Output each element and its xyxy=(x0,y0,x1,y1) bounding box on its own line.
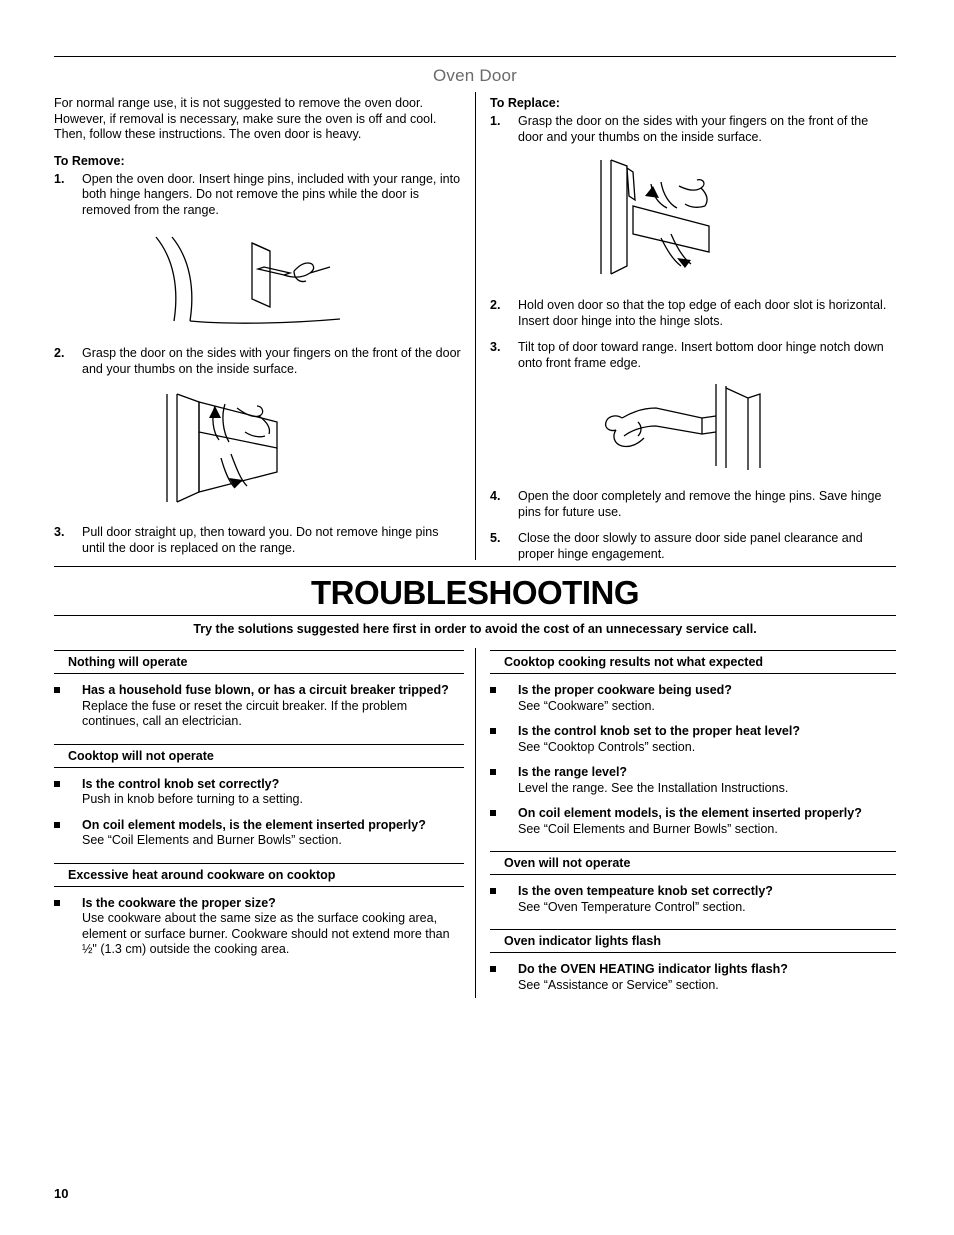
to-remove-steps-2 xyxy=(54,346,464,377)
ts-group-items xyxy=(54,777,464,849)
to-remove-steps xyxy=(54,172,464,219)
square-bullet-icon xyxy=(54,822,60,828)
figure-hinge-notch xyxy=(490,382,896,477)
square-bullet-icon xyxy=(490,888,496,894)
square-bullet-icon xyxy=(490,687,496,693)
ts-group-items xyxy=(490,884,896,915)
ts-group-heading: Nothing will operate xyxy=(54,650,464,674)
section-title: Oven Door xyxy=(432,66,517,85)
to-replace-steps-1 xyxy=(490,114,896,145)
ts-answer: Level the range. See the Installation Instructions. xyxy=(518,780,789,795)
to-replace-heading: To Replace: xyxy=(490,96,560,110)
troubleshooting-title: TROUBLESHOOTING xyxy=(311,574,639,611)
ts-group-items xyxy=(54,896,464,958)
to-replace-steps-3 xyxy=(490,489,896,562)
ts-question: Has a household fuse blown, or has a circuit breaker tripped? xyxy=(82,683,449,697)
ts-question: On coil element models, is the element inserted properly? xyxy=(518,806,862,820)
ts-group-items xyxy=(54,683,464,730)
troubleshooting-top-divider xyxy=(54,566,896,567)
list-item xyxy=(54,525,464,556)
step-text: Open the oven door. Insert hinge pins, included with your range, into both hinge hangers. Do not remove the pins while the door is removed from the range. xyxy=(82,171,461,217)
step-number: 1. xyxy=(490,114,501,128)
step-number: 5. xyxy=(490,531,501,545)
ts-question: Is the range level? xyxy=(518,765,628,779)
ts-group-excessive-heat xyxy=(54,863,464,958)
list-item xyxy=(490,884,896,915)
step-text: Pull door straight up, then toward you. Do not remove hinge pins until the door is replaced on the range. xyxy=(82,525,439,555)
oven-door-grasp-illustration xyxy=(159,388,359,508)
ts-group-nothing-will-operate xyxy=(54,650,464,730)
square-bullet-icon xyxy=(54,781,60,787)
column-divider-top xyxy=(475,92,476,560)
square-bullet-icon xyxy=(490,769,496,775)
oven-door-left-column xyxy=(54,96,464,556)
ts-group-heading: Oven will not operate xyxy=(490,851,896,875)
step-text: Hold oven door so that the top edge of each door slot is horizontal. Insert door hinge into the hinge slots. xyxy=(518,298,887,328)
step-text: Close the door slowly to assure door side panel clearance and proper hinge engagement. xyxy=(518,531,863,561)
oven-door-hinge-notch-illustration xyxy=(598,382,788,472)
ts-group-oven-indicator-lights xyxy=(490,929,896,993)
list-item xyxy=(54,818,464,849)
ts-answer: See “Coil Elements and Burner Bowls” section. xyxy=(518,821,778,836)
list-item xyxy=(490,724,896,755)
ts-question: Is the cookware the proper size? xyxy=(82,895,276,910)
square-bullet-icon xyxy=(490,966,496,972)
header-divider xyxy=(54,56,896,57)
list-item xyxy=(54,346,464,377)
list-item xyxy=(490,340,896,371)
oven-door-hinge-pin-illustration xyxy=(144,229,374,329)
column-divider-troubleshooting xyxy=(475,648,476,998)
ts-group-oven-will-not-operate xyxy=(490,851,896,915)
troubleshooting-subtitle: Try the solutions suggested here first in order to avoid the cost of an unnecessary service call. xyxy=(193,622,757,636)
troubleshooting-left-column xyxy=(54,650,464,972)
ts-question: Do the OVEN HEATING indicator lights flash? xyxy=(518,962,788,976)
square-bullet-icon xyxy=(54,900,60,906)
ts-answer: See “Oven Temperature Control” section. xyxy=(518,899,746,914)
ts-group-heading: Oven indicator lights flash xyxy=(490,929,896,953)
ts-group-cooktop-results xyxy=(490,650,896,837)
to-remove-heading: To Remove: xyxy=(54,153,125,168)
step-number: 2. xyxy=(54,346,65,360)
ts-group-cooktop-will-not-operate xyxy=(54,744,464,849)
list-item xyxy=(490,962,896,993)
figure-grasp-door-remove xyxy=(54,388,464,513)
to-remove-steps-3 xyxy=(54,525,464,556)
ts-answer: See “Assistance or Service” section. xyxy=(518,977,719,992)
ts-question: Is the control knob set correctly? xyxy=(82,776,280,791)
list-item xyxy=(490,298,896,329)
list-item xyxy=(54,896,464,958)
oven-door-right-column xyxy=(490,96,896,562)
list-item xyxy=(490,683,896,714)
figure-remove-hinge-pins xyxy=(54,229,464,334)
ts-answer: See “Coil Elements and Burner Bowls” section. xyxy=(82,833,342,847)
ts-answer: Push in knob before turning to a setting. xyxy=(82,792,303,806)
step-text: Grasp the door on the sides with your fingers on the front of the door and your thumbs on the inside surface. xyxy=(518,114,869,144)
list-item xyxy=(54,172,464,219)
ts-group-items xyxy=(490,962,896,993)
ts-answer: Replace the fuse or reset the circuit breaker. If the problem continues, call an electrician. xyxy=(82,698,408,728)
page-number: 10 xyxy=(54,1186,69,1201)
square-bullet-icon xyxy=(54,687,60,693)
ts-question: On coil element models, is the element inserted properly? xyxy=(82,817,426,832)
ts-answer: Use cookware about the same size as the surface cooking area, element or surface burner. Cookware should not extend more than ½" (1.3 cm) outside the cooking area. xyxy=(82,911,450,956)
oven-door-replace-illustration xyxy=(593,156,793,281)
oven-door-intro: For normal range use, it is not suggested to remove the oven door. However, if removal is necessary, make sure the oven is off and cool. Then, follow these instructions. The oven door is heavy. xyxy=(54,96,437,141)
list-item xyxy=(54,777,464,808)
step-text: Open the door completely and remove the hinge pins. Save hinge pins for future use. xyxy=(518,489,882,519)
list-item xyxy=(490,806,896,837)
list-item xyxy=(54,683,464,730)
step-text: Grasp the door on the sides with your fingers on the front of the door and your thumbs on the inside surface. xyxy=(82,346,461,376)
troubleshooting-right-column xyxy=(490,650,896,1007)
ts-group-heading: Cooktop cooking results not what expected xyxy=(490,650,896,674)
step-number: 3. xyxy=(54,525,65,539)
ts-group-heading: Excessive heat around cookware on cooktop xyxy=(54,863,464,887)
step-number: 1. xyxy=(54,171,65,186)
to-replace-steps-2 xyxy=(490,298,896,371)
step-number: 2. xyxy=(490,298,501,312)
step-text: Tilt top of door toward range. Insert bottom door hinge notch down onto front frame edge. xyxy=(518,340,884,370)
ts-answer: See “Cookware” section. xyxy=(518,698,655,713)
ts-question: Is the oven tempeature knob set correctly? xyxy=(518,884,773,898)
figure-replace-door-grasp xyxy=(490,156,896,286)
list-item xyxy=(490,114,896,145)
list-item xyxy=(490,489,896,520)
step-number: 3. xyxy=(490,340,501,354)
ts-question: Is the proper cookware being used? xyxy=(518,683,732,697)
troubleshooting-bottom-divider xyxy=(54,615,896,616)
square-bullet-icon xyxy=(490,810,496,816)
square-bullet-icon xyxy=(490,728,496,734)
list-item xyxy=(490,765,896,796)
list-item xyxy=(490,531,896,562)
ts-group-items xyxy=(490,683,896,837)
step-number: 4. xyxy=(490,489,501,503)
ts-answer: See “Cooktop Controls” section. xyxy=(518,739,696,754)
ts-question: Is the control knob set to the proper heat level? xyxy=(518,724,800,738)
ts-group-heading: Cooktop will not operate xyxy=(54,744,464,768)
